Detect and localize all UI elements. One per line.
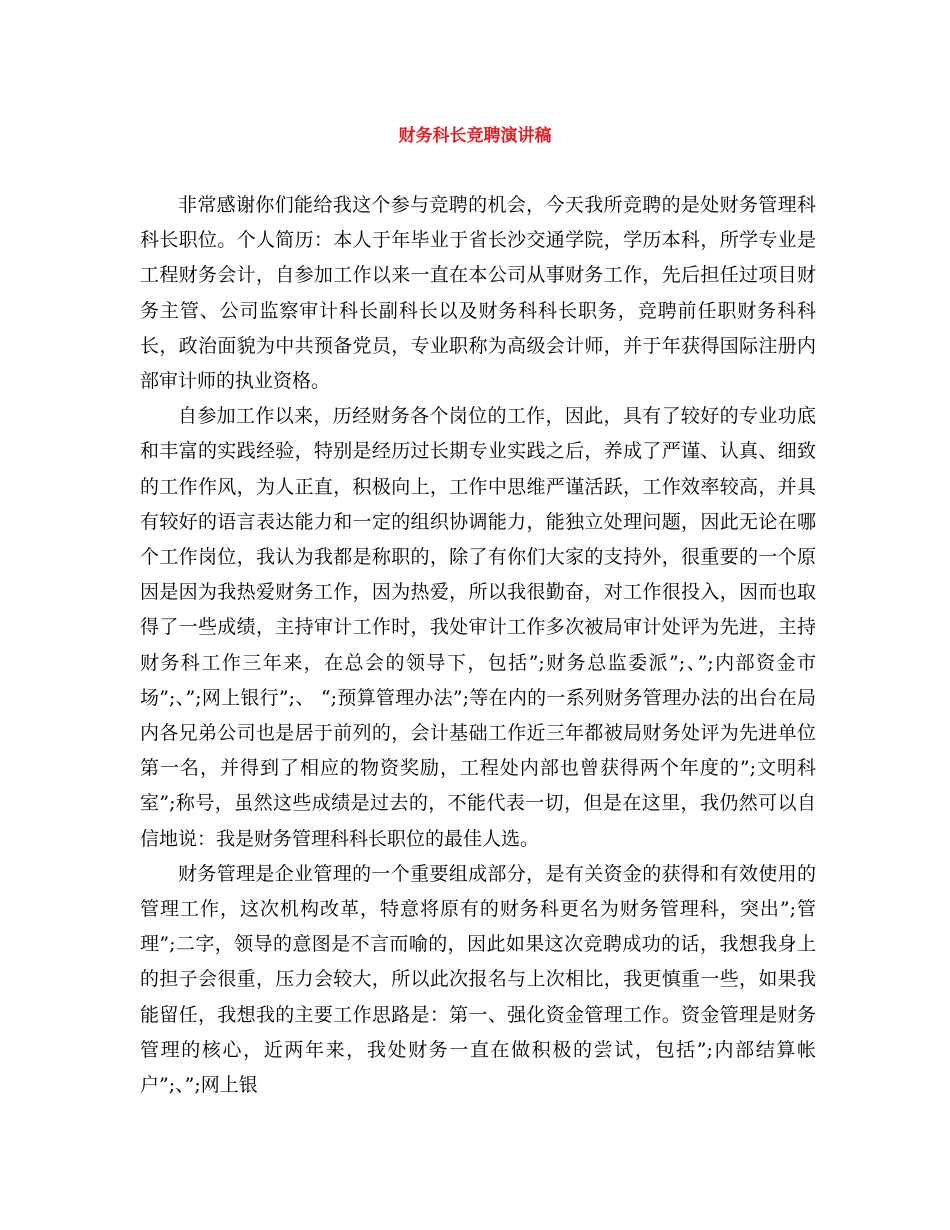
- paragraph-2: 自参加工作以来，历经财务各个岗位的工作，因此，具有了较好的专业功底和丰富的实践经验，特别是经历过长期专业实践之后，养成了严谨、认真、细致的工作作风，为人正直，积极向上，工作中思维严谨活跃，工作效率较高，并具有较好的语言表达能力和一定的组织协调能力，能独立处理问题，因此无论在哪个工作岗位，我认为我都是称职的，除了有你们大家的支持外，很重要的一个原因是因为我热爱财务工作，因为热爱，所以我很勤奋，对工作很投入，因而也取得了一些成绩，主持审计工作时，我处审计工作多次被局审计处评为先进，主持财务科工作三年来，在总会的领导下，包括”;财务总监委派”;、”;内部资金市场”;、”;网上银行”;、 “;预算管理办法”;等在内的一系列财务管理办法的出台在局内各兄弟公司也是居于前列的，会计基础工作近三年都被局财务处评为先进单位第一名，并得到了相应的物资奖励，工程处内部也曾获得两个年度的”;文明科室”;称号，虽然这些成绩是过去的，不能代表一切，但是在这里，我仍然可以自信地说：我是财务管理科科长职位的最佳人选。: [140, 405, 816, 850]
- paragraph-1: 非常感谢你们能给我这个参与竞聘的机会，今天我所竞聘的是处财务管理科科长职位。个人简历：本人于年毕业于省长沙交通学院，学历本科，所学专业是工程财务会计，自参加工作以来一直在本公司从事财务工作，先后担任过项目财务主管、公司监察审计科长副科长以及财务科科长职务，竞聘前任职财务科科长，政治面貌为中共预备党员，专业职称为高级会计师，并于年获得国际注册内部审计师的执业资格。: [140, 194, 816, 393]
- paragraph-3: 财务管理是企业管理的一个重要组成部分，是有关资金的获得和有效使用的管理工作，这次机构改革，特意将原有的财务科更名为财务管理科，突出”;管理”;二字，领导的意图是不言而喻的，因此如果这次竞聘成功的话，我想我身上的担子会很重，压力会较大，所以此次报名与上次相比，我更慎重一些，如果我能留任，我想我的主要工作思路是：第一、强化资金管理工作。资金管理是财务管理的核心，近两年来，我处财务一直在做积极的尝试，包括”;内部结算帐户”;、”;网上银: [140, 862, 816, 1097]
- document-body: [140, 188, 816, 1103]
- document-title: 财务科长竞聘演讲稿: [398, 126, 552, 146]
